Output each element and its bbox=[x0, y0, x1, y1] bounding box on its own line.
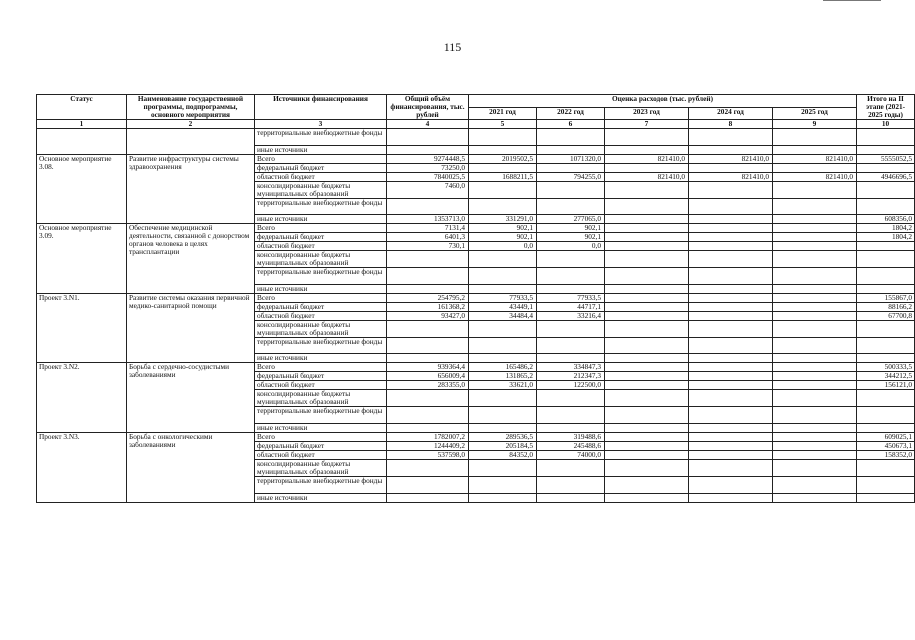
year-value-cell bbox=[537, 476, 605, 493]
year-value-cell bbox=[689, 432, 773, 441]
year-value-cell bbox=[773, 337, 857, 354]
stage-total-cell: 158352,0 bbox=[857, 450, 915, 459]
source-cell: консолидированные бюджеты муниципальных образований bbox=[255, 459, 387, 476]
total-value-cell: 537598,0 bbox=[387, 450, 469, 459]
year-value-cell: 131865,2 bbox=[469, 372, 537, 381]
year-value-cell bbox=[605, 163, 689, 172]
source-cell: федеральный бюджет bbox=[255, 372, 387, 381]
year-value-cell bbox=[469, 181, 537, 198]
total-value-cell: 6401,3 bbox=[387, 233, 469, 242]
source-cell: территориальные внебюджетные фонды bbox=[255, 337, 387, 354]
year-value-cell: 0,0 bbox=[469, 242, 537, 251]
stage-total-cell: 88166,2 bbox=[857, 302, 915, 311]
total-value-cell: 254795,2 bbox=[387, 293, 469, 302]
year-value-cell bbox=[689, 381, 773, 390]
column-number: 3 bbox=[255, 120, 387, 129]
year-value-cell bbox=[537, 198, 605, 215]
year-value-cell bbox=[689, 441, 773, 450]
year-value-cell bbox=[537, 320, 605, 337]
year-value-cell bbox=[605, 198, 689, 215]
year-value-cell bbox=[605, 311, 689, 320]
source-cell: областной бюджет bbox=[255, 242, 387, 251]
stage-total-cell: 67700,8 bbox=[857, 311, 915, 320]
total-value-cell: 7460,0 bbox=[387, 181, 469, 198]
year-value-cell: 212347,3 bbox=[537, 372, 605, 381]
total-value-cell bbox=[387, 493, 469, 502]
source-cell: иные источники bbox=[255, 423, 387, 432]
year-value-cell bbox=[537, 390, 605, 407]
stage-total-cell bbox=[857, 129, 915, 146]
year-value-cell bbox=[689, 242, 773, 251]
header-sources: Источники финансирования bbox=[255, 95, 387, 120]
table-row bbox=[37, 129, 915, 146]
year-value-cell bbox=[469, 284, 537, 293]
year-value-cell: 334847,3 bbox=[537, 363, 605, 372]
source-cell: территориальные внебюджетные фонды bbox=[255, 407, 387, 424]
year-value-cell bbox=[689, 302, 773, 311]
year-value-cell: 821410,0 bbox=[605, 172, 689, 181]
year-value-cell bbox=[469, 268, 537, 285]
year-value-cell bbox=[469, 251, 537, 268]
year-value-cell bbox=[605, 145, 689, 154]
year-value-cell: 77933,5 bbox=[537, 293, 605, 302]
stage-total-cell bbox=[857, 198, 915, 215]
year-value-cell bbox=[773, 363, 857, 372]
year-value-cell bbox=[605, 381, 689, 390]
stage-total-cell: 5555052,5 bbox=[857, 154, 915, 163]
year-value-cell: 821410,0 bbox=[689, 154, 773, 163]
year-value-cell bbox=[605, 354, 689, 363]
source-cell: территориальные внебюджетные фонды bbox=[255, 268, 387, 285]
total-value-cell: 7131,4 bbox=[387, 224, 469, 233]
header-stage-total: Итого на II этапе (2021-2025 годы) bbox=[857, 95, 915, 120]
stage-total-cell: 609025,1 bbox=[857, 432, 915, 441]
year-value-cell bbox=[605, 441, 689, 450]
year-value-cell bbox=[773, 293, 857, 302]
year-value-cell bbox=[605, 233, 689, 242]
source-cell: Всего bbox=[255, 363, 387, 372]
header-status: Статус bbox=[37, 95, 127, 120]
year-value-cell bbox=[605, 320, 689, 337]
stage-total-cell bbox=[857, 284, 915, 293]
source-cell: иные источники bbox=[255, 284, 387, 293]
year-value-cell bbox=[773, 423, 857, 432]
year-value-cell bbox=[469, 320, 537, 337]
column-number-row bbox=[37, 120, 915, 129]
year-value-cell bbox=[605, 284, 689, 293]
year-value-cell bbox=[689, 493, 773, 502]
column-number: 8 bbox=[689, 120, 773, 129]
source-cell: областной бюджет bbox=[255, 450, 387, 459]
year-value-cell bbox=[773, 181, 857, 198]
year-value-cell bbox=[773, 284, 857, 293]
total-value-cell bbox=[387, 337, 469, 354]
year-value-cell: 902,1 bbox=[469, 224, 537, 233]
name-cell: Развитие системы оказания первичной медико-санитарной помощи bbox=[127, 293, 255, 363]
total-value-cell: 730,1 bbox=[387, 242, 469, 251]
source-cell: областной бюджет bbox=[255, 311, 387, 320]
year-value-cell bbox=[773, 432, 857, 441]
year-value-cell bbox=[773, 224, 857, 233]
column-number: 2 bbox=[127, 120, 255, 129]
source-cell: Всего bbox=[255, 432, 387, 441]
year-value-cell: 1071320,0 bbox=[537, 154, 605, 163]
total-value-cell: 283355,0 bbox=[387, 381, 469, 390]
year-value-cell bbox=[773, 233, 857, 242]
year-value-cell bbox=[689, 320, 773, 337]
year-value-cell: 902,1 bbox=[537, 224, 605, 233]
year-value-cell bbox=[773, 145, 857, 154]
stage-total-cell bbox=[857, 320, 915, 337]
year-value-cell bbox=[689, 390, 773, 407]
year-value-cell: 821410,0 bbox=[773, 172, 857, 181]
year-value-cell bbox=[469, 337, 537, 354]
year-value-cell: 902,1 bbox=[469, 233, 537, 242]
year-value-cell bbox=[537, 459, 605, 476]
budget-table bbox=[36, 94, 915, 503]
year-value-cell bbox=[537, 163, 605, 172]
header-year: 2024 год bbox=[689, 107, 773, 120]
stage-total-cell bbox=[857, 242, 915, 251]
year-value-cell bbox=[469, 129, 537, 146]
source-cell: иные источники bbox=[255, 215, 387, 224]
year-value-cell bbox=[689, 233, 773, 242]
year-value-cell bbox=[537, 181, 605, 198]
column-number: 7 bbox=[605, 120, 689, 129]
year-value-cell bbox=[689, 163, 773, 172]
year-value-cell bbox=[773, 268, 857, 285]
source-cell: иные источники bbox=[255, 493, 387, 502]
stage-total-cell: 1804,2 bbox=[857, 224, 915, 233]
scan-artifact-line bbox=[823, 0, 881, 1]
year-value-cell: 1688211,5 bbox=[469, 172, 537, 181]
year-value-cell bbox=[469, 390, 537, 407]
stage-total-cell bbox=[857, 493, 915, 502]
year-value-cell bbox=[537, 251, 605, 268]
source-cell: областной бюджет bbox=[255, 172, 387, 181]
column-number: 5 bbox=[469, 120, 537, 129]
header-name: Наименование государственной программы, подпрограммы, основного мероприятия bbox=[127, 95, 255, 120]
year-value-cell bbox=[689, 145, 773, 154]
year-value-cell bbox=[773, 163, 857, 172]
source-cell: иные источники bbox=[255, 354, 387, 363]
year-value-cell bbox=[689, 450, 773, 459]
column-number: 6 bbox=[537, 120, 605, 129]
stage-total-cell: 156121,0 bbox=[857, 381, 915, 390]
year-value-cell bbox=[773, 476, 857, 493]
year-value-cell bbox=[605, 224, 689, 233]
source-cell: федеральный бюджет bbox=[255, 441, 387, 450]
source-cell: территориальные внебюджетные фонды bbox=[255, 129, 387, 146]
year-value-cell: 33621,0 bbox=[469, 381, 537, 390]
total-value-cell bbox=[387, 251, 469, 268]
header-year: 2025 год bbox=[773, 107, 857, 120]
page-number: 115 bbox=[443, 40, 462, 54]
stage-total-cell bbox=[857, 407, 915, 424]
year-value-cell: 821410,0 bbox=[773, 154, 857, 163]
year-value-cell bbox=[605, 450, 689, 459]
year-value-cell bbox=[537, 407, 605, 424]
year-value-cell bbox=[605, 493, 689, 502]
year-value-cell: 43449,1 bbox=[469, 302, 537, 311]
total-value-cell: 1244409,2 bbox=[387, 441, 469, 450]
year-value-cell bbox=[773, 215, 857, 224]
header-estimate: Оценка расходов (тыс. рублей) bbox=[469, 95, 857, 108]
total-value-cell bbox=[387, 407, 469, 424]
source-cell: иные источники bbox=[255, 145, 387, 154]
stage-total-cell: 608356,0 bbox=[857, 215, 915, 224]
status-cell: Основное мероприятие 3.09. bbox=[37, 224, 127, 294]
year-value-cell bbox=[605, 293, 689, 302]
source-cell: территориальные внебюджетные фонды bbox=[255, 476, 387, 493]
year-value-cell bbox=[773, 242, 857, 251]
name-cell: Развитие инфраструктуры системы здравоохранения bbox=[127, 154, 255, 224]
status-cell: Основное мероприятие 3.08. bbox=[37, 154, 127, 224]
year-value-cell bbox=[689, 372, 773, 381]
year-value-cell bbox=[689, 476, 773, 493]
source-cell: Всего bbox=[255, 224, 387, 233]
year-value-cell bbox=[689, 251, 773, 268]
year-value-cell bbox=[689, 181, 773, 198]
year-value-cell: 289536,5 bbox=[469, 432, 537, 441]
year-value-cell: 84352,0 bbox=[469, 450, 537, 459]
header-year: 2022 год bbox=[537, 107, 605, 120]
year-value-cell bbox=[773, 459, 857, 476]
year-value-cell bbox=[469, 493, 537, 502]
year-value-cell bbox=[605, 432, 689, 441]
stage-total-cell bbox=[857, 390, 915, 407]
year-value-cell bbox=[773, 320, 857, 337]
source-cell: федеральный бюджет bbox=[255, 163, 387, 172]
year-value-cell bbox=[605, 423, 689, 432]
year-value-cell bbox=[605, 372, 689, 381]
year-value-cell bbox=[689, 284, 773, 293]
year-value-cell bbox=[537, 337, 605, 354]
name-cell: Борьба с онкологическими заболеваниями bbox=[127, 432, 255, 502]
status-cell: Проект 3.N3. bbox=[37, 432, 127, 502]
year-value-cell bbox=[605, 129, 689, 146]
name-cell: Обеспечение медицинской деятельности, связанной с донорством органов человека в целях трансплантации bbox=[127, 224, 255, 294]
year-value-cell: 205184,5 bbox=[469, 441, 537, 450]
year-value-cell bbox=[605, 407, 689, 424]
table-body bbox=[37, 129, 915, 503]
year-value-cell: 77933,5 bbox=[469, 293, 537, 302]
year-value-cell bbox=[773, 129, 857, 146]
year-value-cell bbox=[689, 363, 773, 372]
stage-total-cell bbox=[857, 476, 915, 493]
year-value-cell bbox=[689, 129, 773, 146]
year-value-cell bbox=[469, 145, 537, 154]
header-total: Общий объём финансирования, тыс. рублей bbox=[387, 95, 469, 120]
year-value-cell: 33216,4 bbox=[537, 311, 605, 320]
source-cell: областной бюджет bbox=[255, 381, 387, 390]
year-value-cell bbox=[773, 441, 857, 450]
year-value-cell bbox=[469, 163, 537, 172]
stage-total-cell: 450673,1 bbox=[857, 441, 915, 450]
year-value-cell bbox=[469, 407, 537, 424]
year-value-cell bbox=[773, 372, 857, 381]
year-value-cell: 34484,4 bbox=[469, 311, 537, 320]
stage-total-cell bbox=[857, 268, 915, 285]
year-value-cell bbox=[689, 423, 773, 432]
year-value-cell bbox=[605, 302, 689, 311]
table-row bbox=[37, 293, 915, 302]
total-value-cell bbox=[387, 390, 469, 407]
column-number: 4 bbox=[387, 120, 469, 129]
table-row bbox=[37, 432, 915, 441]
year-value-cell bbox=[773, 390, 857, 407]
year-value-cell bbox=[773, 302, 857, 311]
year-value-cell bbox=[773, 381, 857, 390]
year-value-cell bbox=[537, 493, 605, 502]
column-number: 9 bbox=[773, 120, 857, 129]
year-value-cell bbox=[689, 337, 773, 354]
year-value-cell: 821410,0 bbox=[689, 172, 773, 181]
total-value-cell: 161368,2 bbox=[387, 302, 469, 311]
year-value-cell bbox=[605, 476, 689, 493]
year-value-cell bbox=[605, 215, 689, 224]
table-row bbox=[37, 154, 915, 163]
year-value-cell: 331291,0 bbox=[469, 215, 537, 224]
total-value-cell bbox=[387, 268, 469, 285]
year-value-cell bbox=[469, 459, 537, 476]
year-value-cell bbox=[605, 268, 689, 285]
header-year: 2023 год bbox=[605, 107, 689, 120]
source-cell: Всего bbox=[255, 154, 387, 163]
year-value-cell bbox=[537, 145, 605, 154]
stage-total-cell bbox=[857, 163, 915, 172]
year-value-cell bbox=[689, 198, 773, 215]
year-value-cell: 44717,1 bbox=[537, 302, 605, 311]
total-value-cell bbox=[387, 320, 469, 337]
year-value-cell bbox=[773, 251, 857, 268]
source-cell: консолидированные бюджеты муниципальных образований bbox=[255, 251, 387, 268]
stage-total-cell: 1804,2 bbox=[857, 233, 915, 242]
name-cell bbox=[127, 129, 255, 155]
year-value-cell bbox=[537, 284, 605, 293]
year-value-cell bbox=[773, 354, 857, 363]
source-cell: территориальные внебюджетные фонды bbox=[255, 198, 387, 215]
budget-table-wrapper bbox=[36, 94, 915, 503]
status-cell: Проект 3.N1. bbox=[37, 293, 127, 363]
year-value-cell: 245488,6 bbox=[537, 441, 605, 450]
total-value-cell: 1782007,2 bbox=[387, 432, 469, 441]
total-value-cell: 656009,4 bbox=[387, 372, 469, 381]
year-value-cell: 74000,0 bbox=[537, 450, 605, 459]
source-cell: Всего bbox=[255, 293, 387, 302]
year-value-cell: 2019502,5 bbox=[469, 154, 537, 163]
stage-total-cell: 500333,5 bbox=[857, 363, 915, 372]
year-value-cell bbox=[689, 268, 773, 285]
year-value-cell bbox=[469, 476, 537, 493]
total-value-cell bbox=[387, 459, 469, 476]
year-value-cell bbox=[605, 251, 689, 268]
source-cell: консолидированные бюджеты муниципальных образований bbox=[255, 320, 387, 337]
stage-total-cell bbox=[857, 337, 915, 354]
stage-total-cell bbox=[857, 459, 915, 476]
column-number: 1 bbox=[37, 120, 127, 129]
status-cell bbox=[37, 129, 127, 155]
stage-total-cell: 4946696,5 bbox=[857, 172, 915, 181]
year-value-cell bbox=[605, 459, 689, 476]
year-value-cell bbox=[469, 198, 537, 215]
year-value-cell: 165486,2 bbox=[469, 363, 537, 372]
table-header bbox=[37, 95, 915, 129]
year-value-cell bbox=[605, 337, 689, 354]
year-value-cell: 0,0 bbox=[537, 242, 605, 251]
stage-total-cell bbox=[857, 145, 915, 154]
year-value-cell: 794255,0 bbox=[537, 172, 605, 181]
total-value-cell: 7840025,5 bbox=[387, 172, 469, 181]
year-value-cell bbox=[605, 363, 689, 372]
stage-total-cell bbox=[857, 181, 915, 198]
total-value-cell bbox=[387, 476, 469, 493]
year-value-cell bbox=[773, 407, 857, 424]
year-value-cell: 821410,0 bbox=[605, 154, 689, 163]
total-value-cell: 1353713,0 bbox=[387, 215, 469, 224]
total-value-cell bbox=[387, 129, 469, 146]
stage-total-cell bbox=[857, 251, 915, 268]
stage-total-cell: 155867,0 bbox=[857, 293, 915, 302]
table-row bbox=[37, 363, 915, 372]
source-cell: консолидированные бюджеты муниципальных образований bbox=[255, 390, 387, 407]
year-value-cell bbox=[773, 311, 857, 320]
total-value-cell: 73250,0 bbox=[387, 163, 469, 172]
year-value-cell bbox=[689, 407, 773, 424]
source-cell: консолидированные бюджеты муниципальных образований bbox=[255, 181, 387, 198]
year-value-cell bbox=[689, 293, 773, 302]
year-value-cell bbox=[689, 311, 773, 320]
total-value-cell: 939364,4 bbox=[387, 363, 469, 372]
year-value-cell bbox=[689, 459, 773, 476]
stage-total-cell: 344212,5 bbox=[857, 372, 915, 381]
name-cell: Борьба с сердечно-сосудистыми заболеваниями bbox=[127, 363, 255, 433]
year-value-cell bbox=[773, 450, 857, 459]
year-value-cell bbox=[537, 129, 605, 146]
total-value-cell bbox=[387, 198, 469, 215]
year-value-cell: 902,1 bbox=[537, 233, 605, 242]
year-value-cell bbox=[605, 390, 689, 407]
total-value-cell: 93427,0 bbox=[387, 311, 469, 320]
year-value-cell: 319488,6 bbox=[537, 432, 605, 441]
year-value-cell bbox=[605, 181, 689, 198]
table-row bbox=[37, 224, 915, 233]
header-year: 2021 год bbox=[469, 107, 537, 120]
year-value-cell: 277065,0 bbox=[537, 215, 605, 224]
total-value-cell bbox=[387, 284, 469, 293]
year-value-cell bbox=[605, 242, 689, 251]
year-value-cell: 122500,0 bbox=[537, 381, 605, 390]
source-cell: федеральный бюджет bbox=[255, 233, 387, 242]
year-value-cell bbox=[689, 354, 773, 363]
status-cell: Проект 3.N2. bbox=[37, 363, 127, 433]
year-value-cell bbox=[773, 493, 857, 502]
column-number: 10 bbox=[857, 120, 915, 129]
total-value-cell bbox=[387, 145, 469, 154]
year-value-cell bbox=[689, 224, 773, 233]
year-value-cell bbox=[773, 198, 857, 215]
total-value-cell: 9274448,5 bbox=[387, 154, 469, 163]
source-cell: федеральный бюджет bbox=[255, 302, 387, 311]
year-value-cell bbox=[537, 268, 605, 285]
year-value-cell bbox=[689, 215, 773, 224]
